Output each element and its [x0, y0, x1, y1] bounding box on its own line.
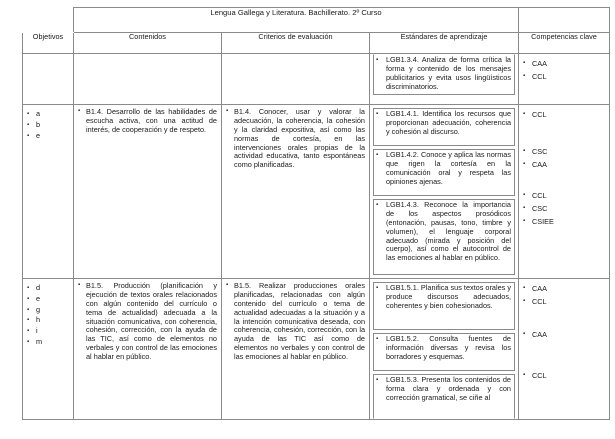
list-item [27, 120, 73, 131]
competencias-list [519, 309, 609, 342]
list-item [523, 329, 609, 342]
estandares-cell [370, 105, 519, 279]
list-item [523, 190, 609, 203]
standard-text: LGB1.3.4. Analiza de forma crítica la forma y contenido de los mensajes publicitarios y evita usos lingüísticos discriminatorios. [386, 55, 511, 91]
list-item [523, 71, 609, 84]
table-title: Lengua Gallega y Literatura. Bachillerato. 2º Curso [74, 8, 519, 33]
contenido-text: B1.5. Producción (planificación y ejecución de textos orales relacionados con algún contenido del currículo o tema de actualidad) adecuada a la situación comunicativa, con coherencia, cohesión, corrección, con la ayuda de las TIC, así como de elementos no verbales y con control de las emociones al hablar en público. [86, 281, 217, 362]
bullet-icon: ▪ [523, 298, 526, 304]
curriculum-table [22, 7, 610, 420]
bullet-icon: ▪ [376, 111, 379, 117]
competencias-cell [519, 54, 610, 105]
objetivo-label: b [36, 119, 41, 129]
criterio-text: B1.5. Realizar producciones orales planificadas, relacionadas con algún contenido del currículo o tema de actualidad adecuadas a la situación y a la intención comunicativa deseada, con coherencia, cohesión, corrección, con la ayuda de las TIC así como de elementos no verbales y con control de las emociones al hablar en público. [234, 281, 365, 362]
bullet-icon: ▪ [523, 192, 526, 198]
bullet-icon: ▪ [376, 377, 379, 383]
standard-text: LGB1.4.3. Reconoce la importancia de los aspectos prosódicos (entonación, pausas, tono, timbre y volumen), el lenguaje corporal adecuado (mirada y posición del cuerpo), así como el autocontrol de las emociones al hablar en público. [386, 200, 511, 263]
table-row [23, 105, 610, 279]
competencia-label: CCL [532, 371, 547, 380]
competencias-list [519, 279, 609, 309]
objetivo-label: a [36, 109, 41, 118]
list-item [27, 109, 73, 120]
competencias-list [519, 54, 609, 84]
bullet-icon: ▪ [27, 285, 30, 291]
bullet-icon: ▪ [27, 306, 30, 313]
bullet-icon: ▪ [27, 121, 30, 128]
bullet-icon: ▪ [226, 282, 229, 288]
bullet-icon: ▪ [78, 282, 81, 288]
standard-item [373, 149, 515, 196]
standard-item [373, 333, 515, 371]
competencias-cell [519, 279, 610, 420]
competencias-cell [519, 105, 610, 279]
list-item [27, 337, 73, 348]
objetivo-label: g [36, 304, 41, 314]
list-item [523, 370, 609, 383]
objetivo-label: e [36, 130, 41, 140]
bullet-icon: ▪ [523, 73, 526, 79]
title-row [23, 8, 610, 33]
competencia-label: CCL [532, 72, 547, 81]
list-item [523, 146, 609, 159]
list-item [27, 315, 73, 326]
objetivo-label: i [36, 326, 38, 336]
contenidos-cell [74, 54, 222, 105]
list-item [27, 305, 73, 316]
bullet-icon: ▪ [376, 57, 379, 63]
bullet-icon: ▪ [226, 108, 229, 114]
criterios-cell [222, 105, 370, 279]
contenidos-cell [74, 279, 222, 420]
estandares-cell [370, 54, 519, 105]
competencia-label: CSC [532, 204, 548, 213]
standard-item [373, 282, 515, 330]
list-item [523, 283, 609, 296]
competencia-label: CSIEE [532, 217, 554, 226]
standard-item [373, 54, 515, 95]
bullet-icon: ▪ [523, 285, 526, 291]
list-item [523, 216, 609, 229]
bullet-icon: ▪ [523, 111, 526, 117]
competencia-label: CCL [532, 191, 547, 200]
bullet-icon: ▪ [523, 205, 526, 211]
list-item [523, 109, 609, 122]
table-row [23, 54, 610, 105]
contenido-text: B1.4. Desarrollo de las habilidades de escucha activa, con una actitud de interés, de cooperación y de respeto. [86, 107, 217, 134]
competencia-label: CAA [532, 284, 548, 293]
competencia-label: CSC [532, 147, 548, 156]
bullet-icon: ▪ [27, 338, 30, 345]
table-row [23, 279, 610, 420]
list-item [523, 159, 609, 172]
contenido-paragraph [74, 279, 221, 365]
estandares-cell [370, 279, 519, 420]
criterio-paragraph [222, 105, 369, 173]
competencia-label: CCL [532, 297, 547, 306]
objetivos-cell [23, 279, 74, 420]
list-item [27, 294, 73, 305]
competencia-label: CAA [532, 330, 548, 339]
standard-item [373, 374, 515, 419]
competencia-label: CAA [532, 160, 548, 169]
competencias-list [519, 342, 609, 383]
standard-item [373, 108, 515, 146]
header-estandares: Estándares de aprendizaje [370, 33, 519, 54]
standard-text: LGB1.5.3. Presenta los contenidos de forma clara y ordenada y con corrección gramatical, se ciñe al [386, 375, 511, 402]
header-criterios: Criterios de evaluación [222, 33, 370, 54]
bullet-icon: ▪ [78, 108, 81, 114]
list-item [27, 326, 73, 337]
competencia-label: CCL [532, 110, 547, 119]
list-item [523, 296, 609, 309]
standard-text: LGB1.5.1. Planifica sus textos orales y produce discursos adecuados, coherentes y bien cohesionados. [386, 283, 511, 310]
bullet-icon: ▪ [27, 328, 30, 335]
title-spacer-right [519, 8, 610, 33]
objetivos-list [23, 279, 73, 348]
competencias-list [519, 172, 609, 229]
standard-text: LGB1.4.1. Identifica los recursos que proporcionan adecuación, coherencia y cohesión al discurso. [386, 109, 511, 136]
bullet-icon: ▪ [27, 295, 30, 302]
objetivos-cell [23, 54, 74, 105]
bullet-icon: ▪ [376, 202, 379, 208]
bullet-icon: ▪ [523, 372, 526, 378]
bullet-icon: ▪ [523, 161, 526, 167]
list-item [523, 203, 609, 216]
bullet-icon: ▪ [376, 285, 379, 291]
bullet-icon: ▪ [523, 60, 526, 66]
criterio-paragraph [222, 279, 369, 365]
bullet-icon: ▪ [376, 336, 379, 342]
bullet-icon: ▪ [27, 132, 30, 139]
header-contenidos: Contenidos [74, 33, 222, 54]
list-item [523, 58, 609, 71]
header-objetivos: Objetivos [23, 33, 74, 54]
criterios-cell [222, 279, 370, 420]
standard-item [373, 199, 515, 275]
contenidos-cell [74, 105, 222, 279]
competencias-list [519, 122, 609, 172]
bullet-icon: ▪ [523, 218, 526, 224]
list-item [27, 283, 73, 294]
standard-text: LGB1.5.2. Consulta fuentes de información diversas y revisa los borradores y esquemas. [386, 334, 511, 361]
header-competencias: Competencias clave [519, 33, 610, 54]
objetivo-label: h [36, 315, 41, 325]
bullet-icon: ▪ [27, 111, 30, 117]
header-row [23, 33, 610, 54]
objetivo-label: e [36, 293, 41, 303]
list-item [27, 131, 73, 142]
bullet-icon: ▪ [27, 317, 30, 324]
objetivos-cell [23, 105, 74, 279]
criterio-text: B1.4. Conocer, usar y valorar la adecuación, la coherencia, la cohesión y la claridad expositiva, así como las normas de cortesía, en las intervenciones orales propias de la actividad educativa, tanto espontáneas como planificadas. [234, 107, 365, 170]
competencias-list [519, 105, 609, 122]
contenido-paragraph [74, 105, 221, 138]
criterios-cell [222, 54, 370, 105]
objetivos-list [23, 105, 73, 141]
objetivo-label: m [36, 336, 43, 346]
bullet-icon: ▪ [523, 148, 526, 154]
bullet-icon: ▪ [523, 331, 526, 337]
objetivo-label: d [36, 283, 41, 292]
bullet-icon: ▪ [376, 152, 379, 158]
competencia-label: CAA [532, 59, 548, 68]
title-spacer [23, 8, 74, 33]
standard-text: LGB1.4.2. Conoce y aplica las normas que rigen la cortesía en la comunicación oral y respeta las opiniones ajenas. [386, 150, 511, 186]
